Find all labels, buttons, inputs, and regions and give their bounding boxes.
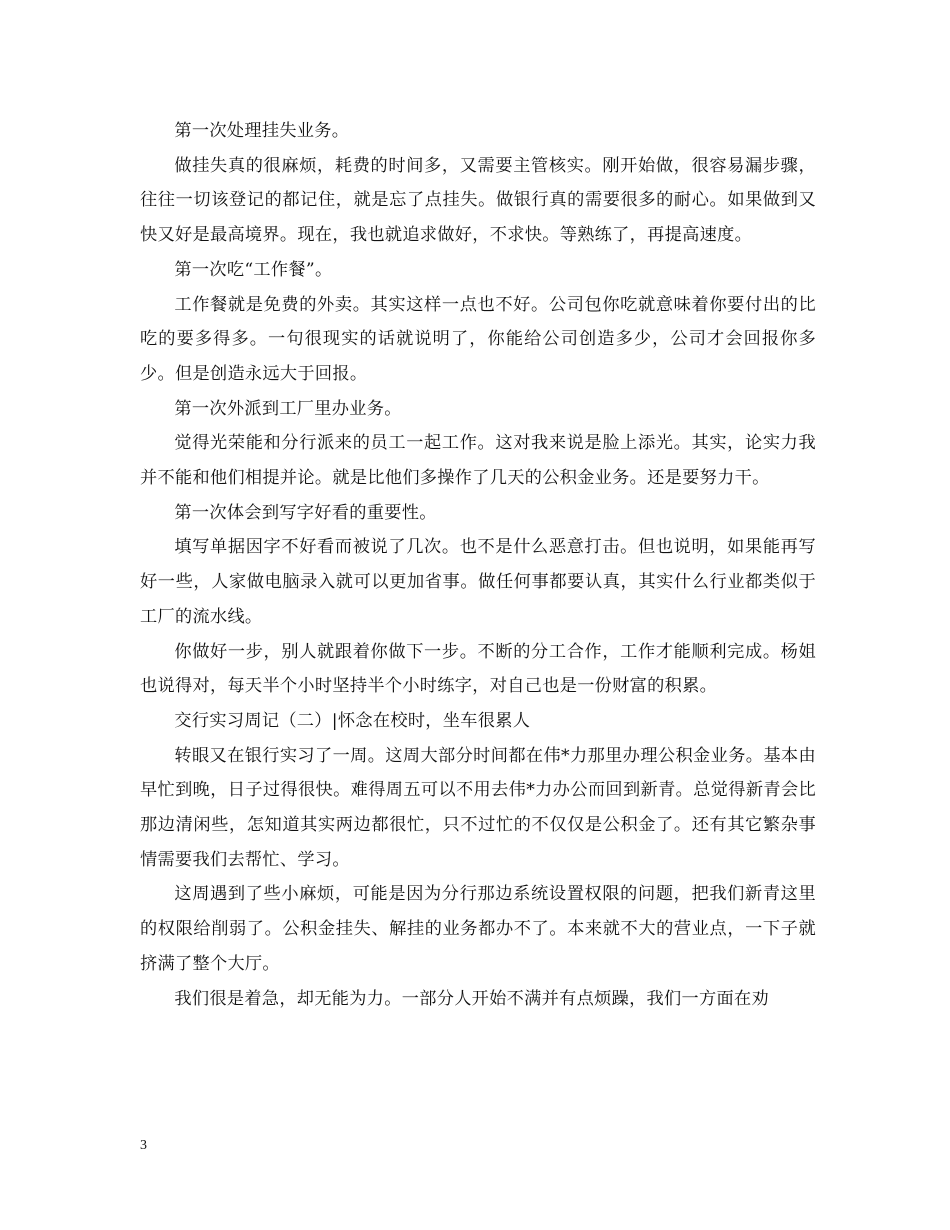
paragraph-8: 填写单据因字不好看而被说了几次。也不是什么恶意打击。但也说明，如果能再写好一些，人家做电脑录入就可以更加省事。做任何事都要认真，其实什么行业都类似于工厂的流水线。 [140,537,816,627]
paragraph-4: 工作餐就是免费的外卖。其实这样一点也不好。公司包你吃就意味着你要付出的比吃的要多得多。一句很现实的话就说明了，你能给公司创造多少，公司才会回报你多少。但是创造永远大于回报。 [140,294,816,384]
paragraph-12: 这周遇到了些小麻烦，可能是因为分行那边系统设置权限的问题，把我们新青这里的权限给削弱了。公积金挂失、解挂的业务都办不了。本来就不大的营业点，一下子就挤满了整个大厅。 [140,884,816,974]
paragraph-7: 第一次体会到写字好看的重要性。 [174,502,437,523]
paragraph-6: 觉得光荣能和分行派来的员工一起工作。这对我来说是脸上添光。其实，论实力我并不能和他们相提并论。就是比他们多操作了几天的公积金业务。还是要努力干。 [140,433,816,489]
document-body [140,114,816,1016]
paragraph-3: 第一次吃“工作餐”。 [174,259,333,280]
paragraph-11: 转眼又在银行实习了一周。这周大部分时间都在伟*力那里办理公积金业务。基本由早忙到晚，日子过得很快。难得周五可以不用去伟*力办公而回到新青。总觉得新青会比那边清闲些，怎知道其实两边都很忙，只不过忙的不仅仅是公积金了。还有其它繁杂事情需要我们去帮忙、学习。 [140,745,816,870]
paragraph-9: 你做好一步，别人就跟着你做下一步。不断的分工合作，工作才能顺利完成。杨姐也说得对，每天半个小时坚持半个小时练字，对自己也是一份财富的积累。 [140,641,816,697]
page-number: 3 [140,1138,147,1153]
paragraph-5: 第一次外派到工厂里办业务。 [174,398,402,419]
paragraph-2: 做挂失真的很麻烦，耗费的时间多，又需要主管核实。刚开始做，很容易漏步骤，往往一切该登记的都记住，就是忘了点挂失。做银行真的需要很多的耐心。如果做到又快又好是最高境界。现在，我也就追求做好，不求快。等熟练了，再提高速度。 [140,155,816,246]
paragraph-1: 第一次处理挂失业务。 [174,121,350,141]
section-heading: 交行实习周记（二）|怀念在校时，坐车很累人 [174,710,531,731]
paragraph-13: 我们很是着急，却无能为力。一部分人开始不满并有点烦躁，我们一方面在劝 [174,988,769,1009]
